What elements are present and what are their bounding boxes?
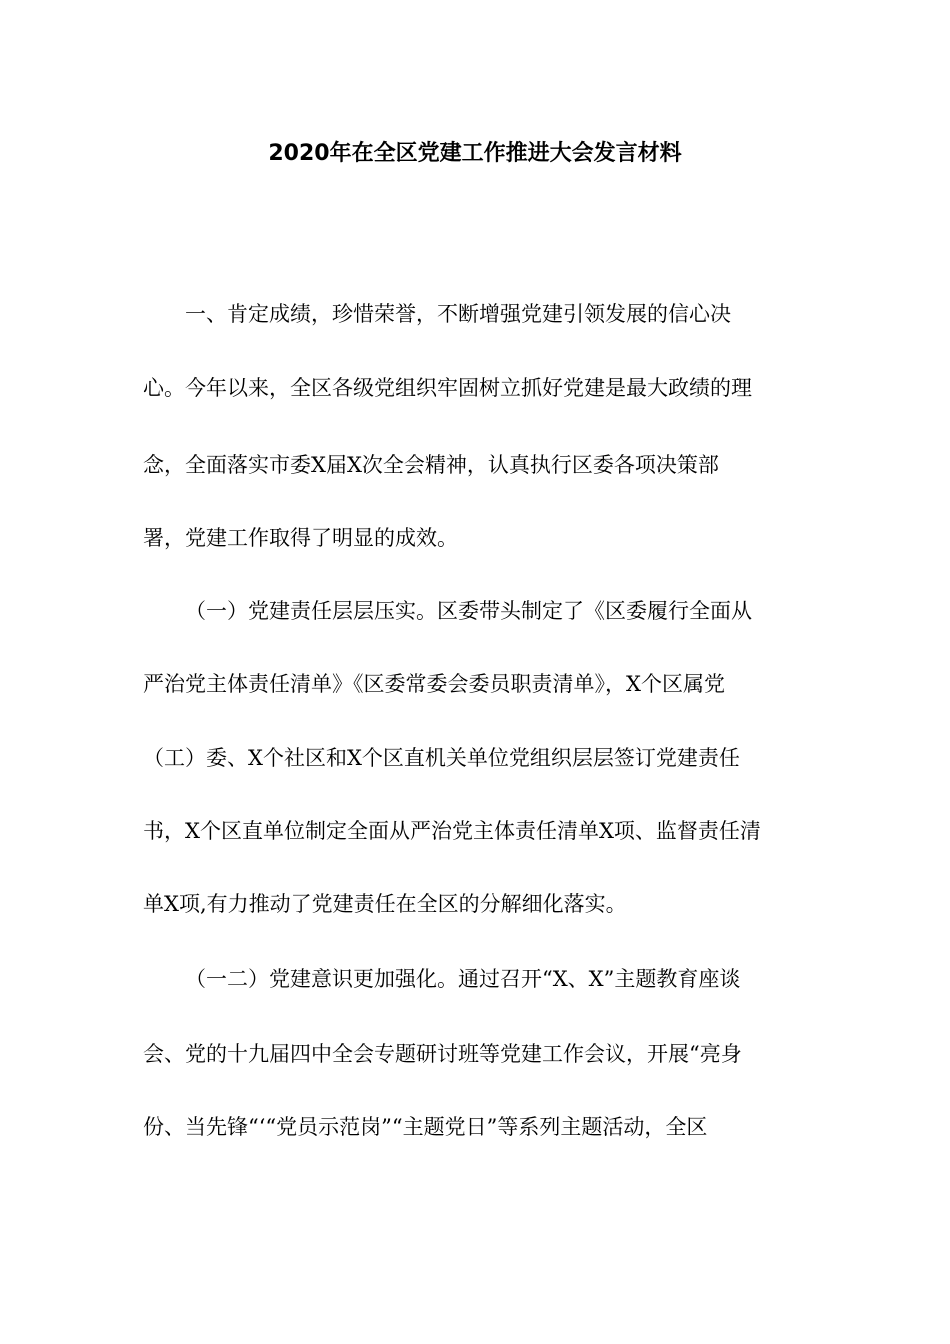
paragraph-line: 署，党建工作取得了明显的成效。 [143, 526, 458, 550]
document-title: 2020年在全区党建工作推进大会发言材料 [268, 141, 682, 166]
paragraph-line: 一、肯定成绩，珍惜荣誉，不断增强党建引领发展的信心决 [185, 302, 731, 326]
paragraph-line: 念，全面落实市委X届X次全会精神，认真执行区委各项决策部 [143, 453, 719, 477]
paragraph-line: 份、当先锋“‘“党员示范岗”“主题党日”等系列主题活动，全区 [143, 1115, 708, 1139]
paragraph-line: 会、党的十九届四中全会专题研讨班等党建工作会议，开展“亮身 [143, 1042, 742, 1066]
paragraph-line: （一二）党建意识更加强化。通过召开“X、X”主题教育座谈 [185, 967, 741, 991]
paragraph-line: 严治党主体责任清单》《区委常委会委员职责清单》，X个区属党 [143, 672, 725, 696]
paragraph-line: （一）党建责任层层压实。区委带头制定了《区委履行全面从 [185, 599, 752, 623]
paragraph-line: 单X项,有力推动了党建责任在全区的分解细化落实。 [143, 892, 627, 916]
paragraph-line: 书，X个区直单位制定全面从严治党主体责任清单X项、监督责任清 [143, 819, 761, 843]
paragraph-line: 心。今年以来，全区各级党组织牢固树立抓好党建是最大政绩的理 [143, 376, 752, 400]
paragraph-line: （工）委、X个社区和X个区直机关单位党组织层层签订党建责任 [143, 746, 740, 770]
